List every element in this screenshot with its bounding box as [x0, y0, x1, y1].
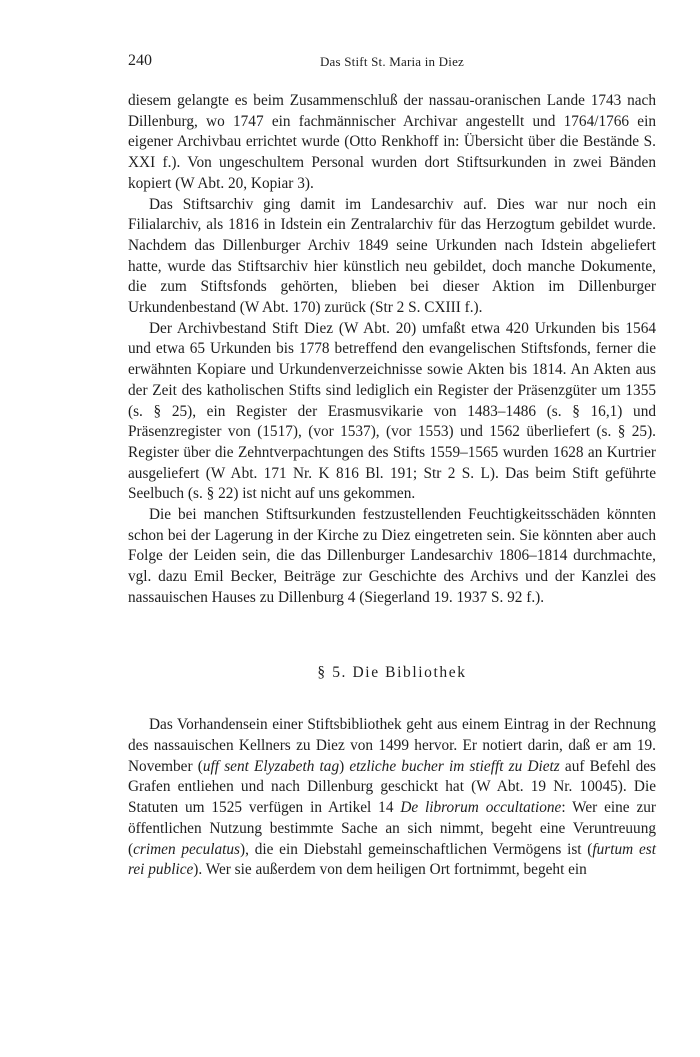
page-number: 240 [128, 52, 152, 69]
paragraph-4: Die bei manchen Stiftsurkunden festzustellenden Feuchtigkeitsschäden könnten schon bei der Lagerung in der Kirche zu Diez eingetreten sein. Sie könnten aber auch Folge der Leiden sein, die das Dillenburger Landesarchiv 1806–1814 durchmachte, vgl. dazu Emil Becker, Beiträge zur Geschichte des Archivs und der Kanzlei des nassauischen Hauses zu Dillenburg 4 (Siegerland 19. 1937 S. 92 f.). [128, 506, 656, 606]
page-header [128, 52, 656, 72]
italic-term: furtum est rei publice [128, 840, 656, 879]
paragraph-3: Der Archivbestand Stift Diez (W Abt. 20) umfaßt etwa 420 Urkunden bis 1564 und etwa 65 Urkunden bis 1778 betreffend den evangelischen Stiftsfonds, ferner die erwähnten Kopiare und Urkundenverzeichnisse sowie Akten bis 1814. An Akten aus der Zeit des katholischen Stifts sind lediglich ein Register der Präsenzgüter um 1355 (s. § 25), ein Register der Erasmusvikarie von 1483–1486 (s. § 16,1) und Präsenzregister von (1517), (vor 1537), (vor 1553) und 1562 überliefert (s. § 25). Register über die Zehntverpachtungen des Stifts 1559–1565 wurden 1628 an Kurtrier ausgeliefert (W Abt. 171 Nr. K 816 Bl. 191; Str 2 S. L). Das beim Stift geführte Seelbuch (s. § 22) ist nicht auf uns gekommen. [128, 319, 656, 503]
italic-quote: etzliche bucher im stiefft zu Dietz [349, 757, 560, 775]
text-run: auf Befehl des Grafen entliehen und nach Dillenburg geschickt hat (W Abt. 19 Nr. 10045). Die Statuten um 1525 verfügen in Artikel 14 [128, 757, 657, 817]
italic-title: De librorum occultatione [400, 799, 562, 817]
paragraph-2: Das Stiftsarchiv ging damit im Landesarchiv auf. Dies war nur noch ein Filialarchiv, als 1816 in Idstein ein Zentralarchiv für das Herzogtum gebildet wurde. Nachdem das Dillenburger Archiv 1849 seine Urkunden nach Idstein abgeliefert hatte, wurde das Stiftsarchiv hier künstlich neu gebildet, doch manche Dokumente, die zum Stiftsfonds gehörten, blieben bei dieser Aktion im Dillenburger Urkundenbestand (W Abt. 170) zurück (Str 2 S. CXIII f.). [128, 195, 656, 317]
text-run: ). Wer sie außerdem von dem heiligen Ort fortnimmt, begeht ein [193, 861, 587, 879]
paragraph-1: diesem gelangte es beim Zusammenschluß der nassau-oranischen Lande 1743 nach Dillenburg, wo 1747 ein fachmännischer Archivar angestellt und 1764/1766 ein eigener Archivbau errichtet wurde (Otto Renkhoff in: Übersicht über die Bestände S. XXI f.). Von ungeschultem Personal wurden dort Stiftsurkunden in zwei Bänden kopiert (W Abt. 20, Kopiar 3). [128, 92, 656, 192]
text-run: ), die ein Diebstahl gemeinschaftlichen Vermögens ist ( [240, 840, 593, 858]
italic-term: crimen peculatus [133, 840, 240, 858]
body-text [128, 91, 656, 881]
running-title: Das Stift St. Maria in Diez [319, 54, 465, 69]
section-heading: § 5. Die Bibliothek [317, 663, 467, 681]
text-run: : Wer eine zur öffentlichen Nutzung bestimmte Sache an sich nimmt, begeht eine Veruntreuung ( [128, 799, 656, 858]
paragraph-5 [128, 715, 656, 881]
italic-quote: uff sent Elyzabeth tag [202, 757, 340, 775]
text-run: ) [339, 757, 350, 775]
text-run: Das Vorhandensein einer Stiftsbibliothek geht aus einem Eintrag in der Rechnung des nassauischen Kellners zu Diez von 1499 hervor. Er notiert darin, daß er am 19. November ( [128, 716, 656, 775]
